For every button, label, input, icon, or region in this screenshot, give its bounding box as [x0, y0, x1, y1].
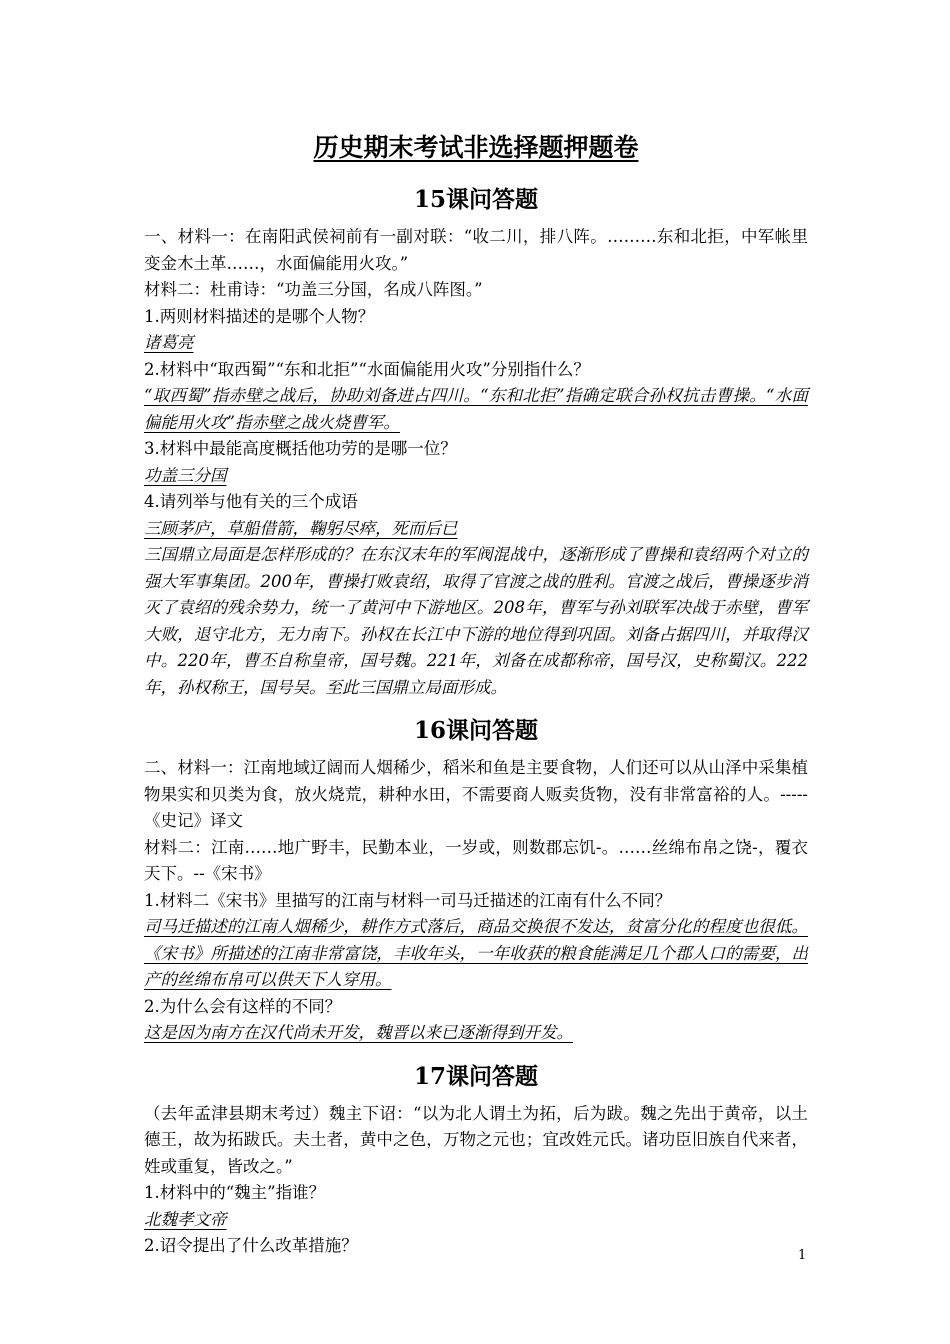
question-text: 3.材料中最能高度概括他功劳的是哪一位？: [144, 439, 457, 458]
question-text: 1.两则材料描述的是哪个人物？: [144, 306, 375, 326]
question-text: 1.材料中的“魏主”指谁？: [144, 1183, 326, 1202]
document-body: [144, 128, 808, 1260]
question-text: 二、材料一：江南地域辽阔而人烟稀少，稻米和鱼是主要食物，人们还可以从山泽中采集植物果实和贝类为食，放火烧荒，耕种水田，不需要商人贩卖货物，没有非常富裕的人。-----《史记》译文: [144, 758, 808, 830]
section-heading: 17课问答题: [413, 1062, 538, 1090]
question-text: 1.材料二《宋书》里描写的江南与材料一司马迁描述的江南有什么不同？: [144, 890, 672, 910]
document-title: 历史期末考试非选择题押题卷: [313, 133, 639, 162]
section-heading: 15课问答题: [413, 186, 538, 213]
answer-text: 三顾茅庐，草船借箭，鞠躬尽瘁，死而后已: [144, 518, 458, 538]
explanation-paragraph: 三国鼎立局面是怎样形成的？在东汉末年的军阀混战中，逐渐形成了曹操和袁绍两个对立的强大军事集团。200年，曹操打败袁绍，取得了官渡之战的胜利。官渡之战后，曹操逐步消灭了袁绍的残余势力，统一了黄河中下游地区。208年，曹军与孙刘联军决战于赤壁，曹军大败，退守北方，无力南下。孙权在长江中下游的地位得到巩固。刘备占据四川，并取得汉中。220年，曹丕自称皇帝，国号魏。221年，刘备在成都称帝，国号汉，史称蜀汉。222年，孙权称王，国号吴。至此三国鼎立局面形成。: [144, 545, 808, 697]
question-text: 2.材料中“取西蜀”“东和北拒”“水面偏能用火攻”分别指什么？: [144, 359, 590, 379]
question-text: 材料二：杜甫诗：“功盖三分国，名成八阵图。”: [144, 280, 483, 299]
section-heading: 16课问答题: [413, 717, 538, 744]
answer-text: 北魏孝文帝: [144, 1209, 227, 1229]
question-text: 一、材料一：在南阳武侯祠前有一副对联：“收二川，排八阵。………东和北拒，中军帐里变金木土革……，水面偏能用火攻。”: [144, 227, 808, 273]
answer-text: “取西蜀”指赤壁之战后，协助刘备进占四川。“东和北拒”指确定联合孙权抗击曹操。“水面偏能用火攻”指赤壁之战火烧曹军。: [144, 386, 808, 432]
answer-text: 司马迁描述的江南人烟稀少，耕作方式落后，商品交换很不发达，贫富分化的程度也很低。《宋书》所描述的江南非常富饶，丰收年头，一年收获的粮食能满足几个郡人口的需要，出产的丝绵布帛可以供天下人穿用。: [144, 917, 808, 989]
answer-text: 功盖三分国: [144, 465, 227, 485]
answer-text: 这是因为南方在汉代尚未开发，魏晋以来已逐渐得到开发。: [144, 1023, 573, 1042]
question-text: （去年孟津县期末考过）魏主下诏：“以为北人谓土为拓，后为跋。魏之先出于黄帝，以土德王，故为拓跋氏。夫土者，黄中之色，万物之元也；宜改姓元氏。诸功臣旧族自代来者，姓或重复，皆改之。”: [144, 1103, 808, 1176]
question-text: 2.为什么会有这样的不同？: [144, 996, 342, 1016]
answer-text: 诸葛亮: [144, 333, 194, 352]
question-text: 2.诏令提出了什么改革措施？: [144, 1236, 358, 1255]
question-text: 材料二：江南……地广野丰，民勤本业，一岁或，则数郡忘饥-。……丝绵布帛之饶-，覆衣天下。--《宋书》: [144, 837, 808, 883]
question-text: 4.请列举与他有关的三个成语: [144, 492, 358, 511]
page-number: 1: [798, 1248, 807, 1263]
